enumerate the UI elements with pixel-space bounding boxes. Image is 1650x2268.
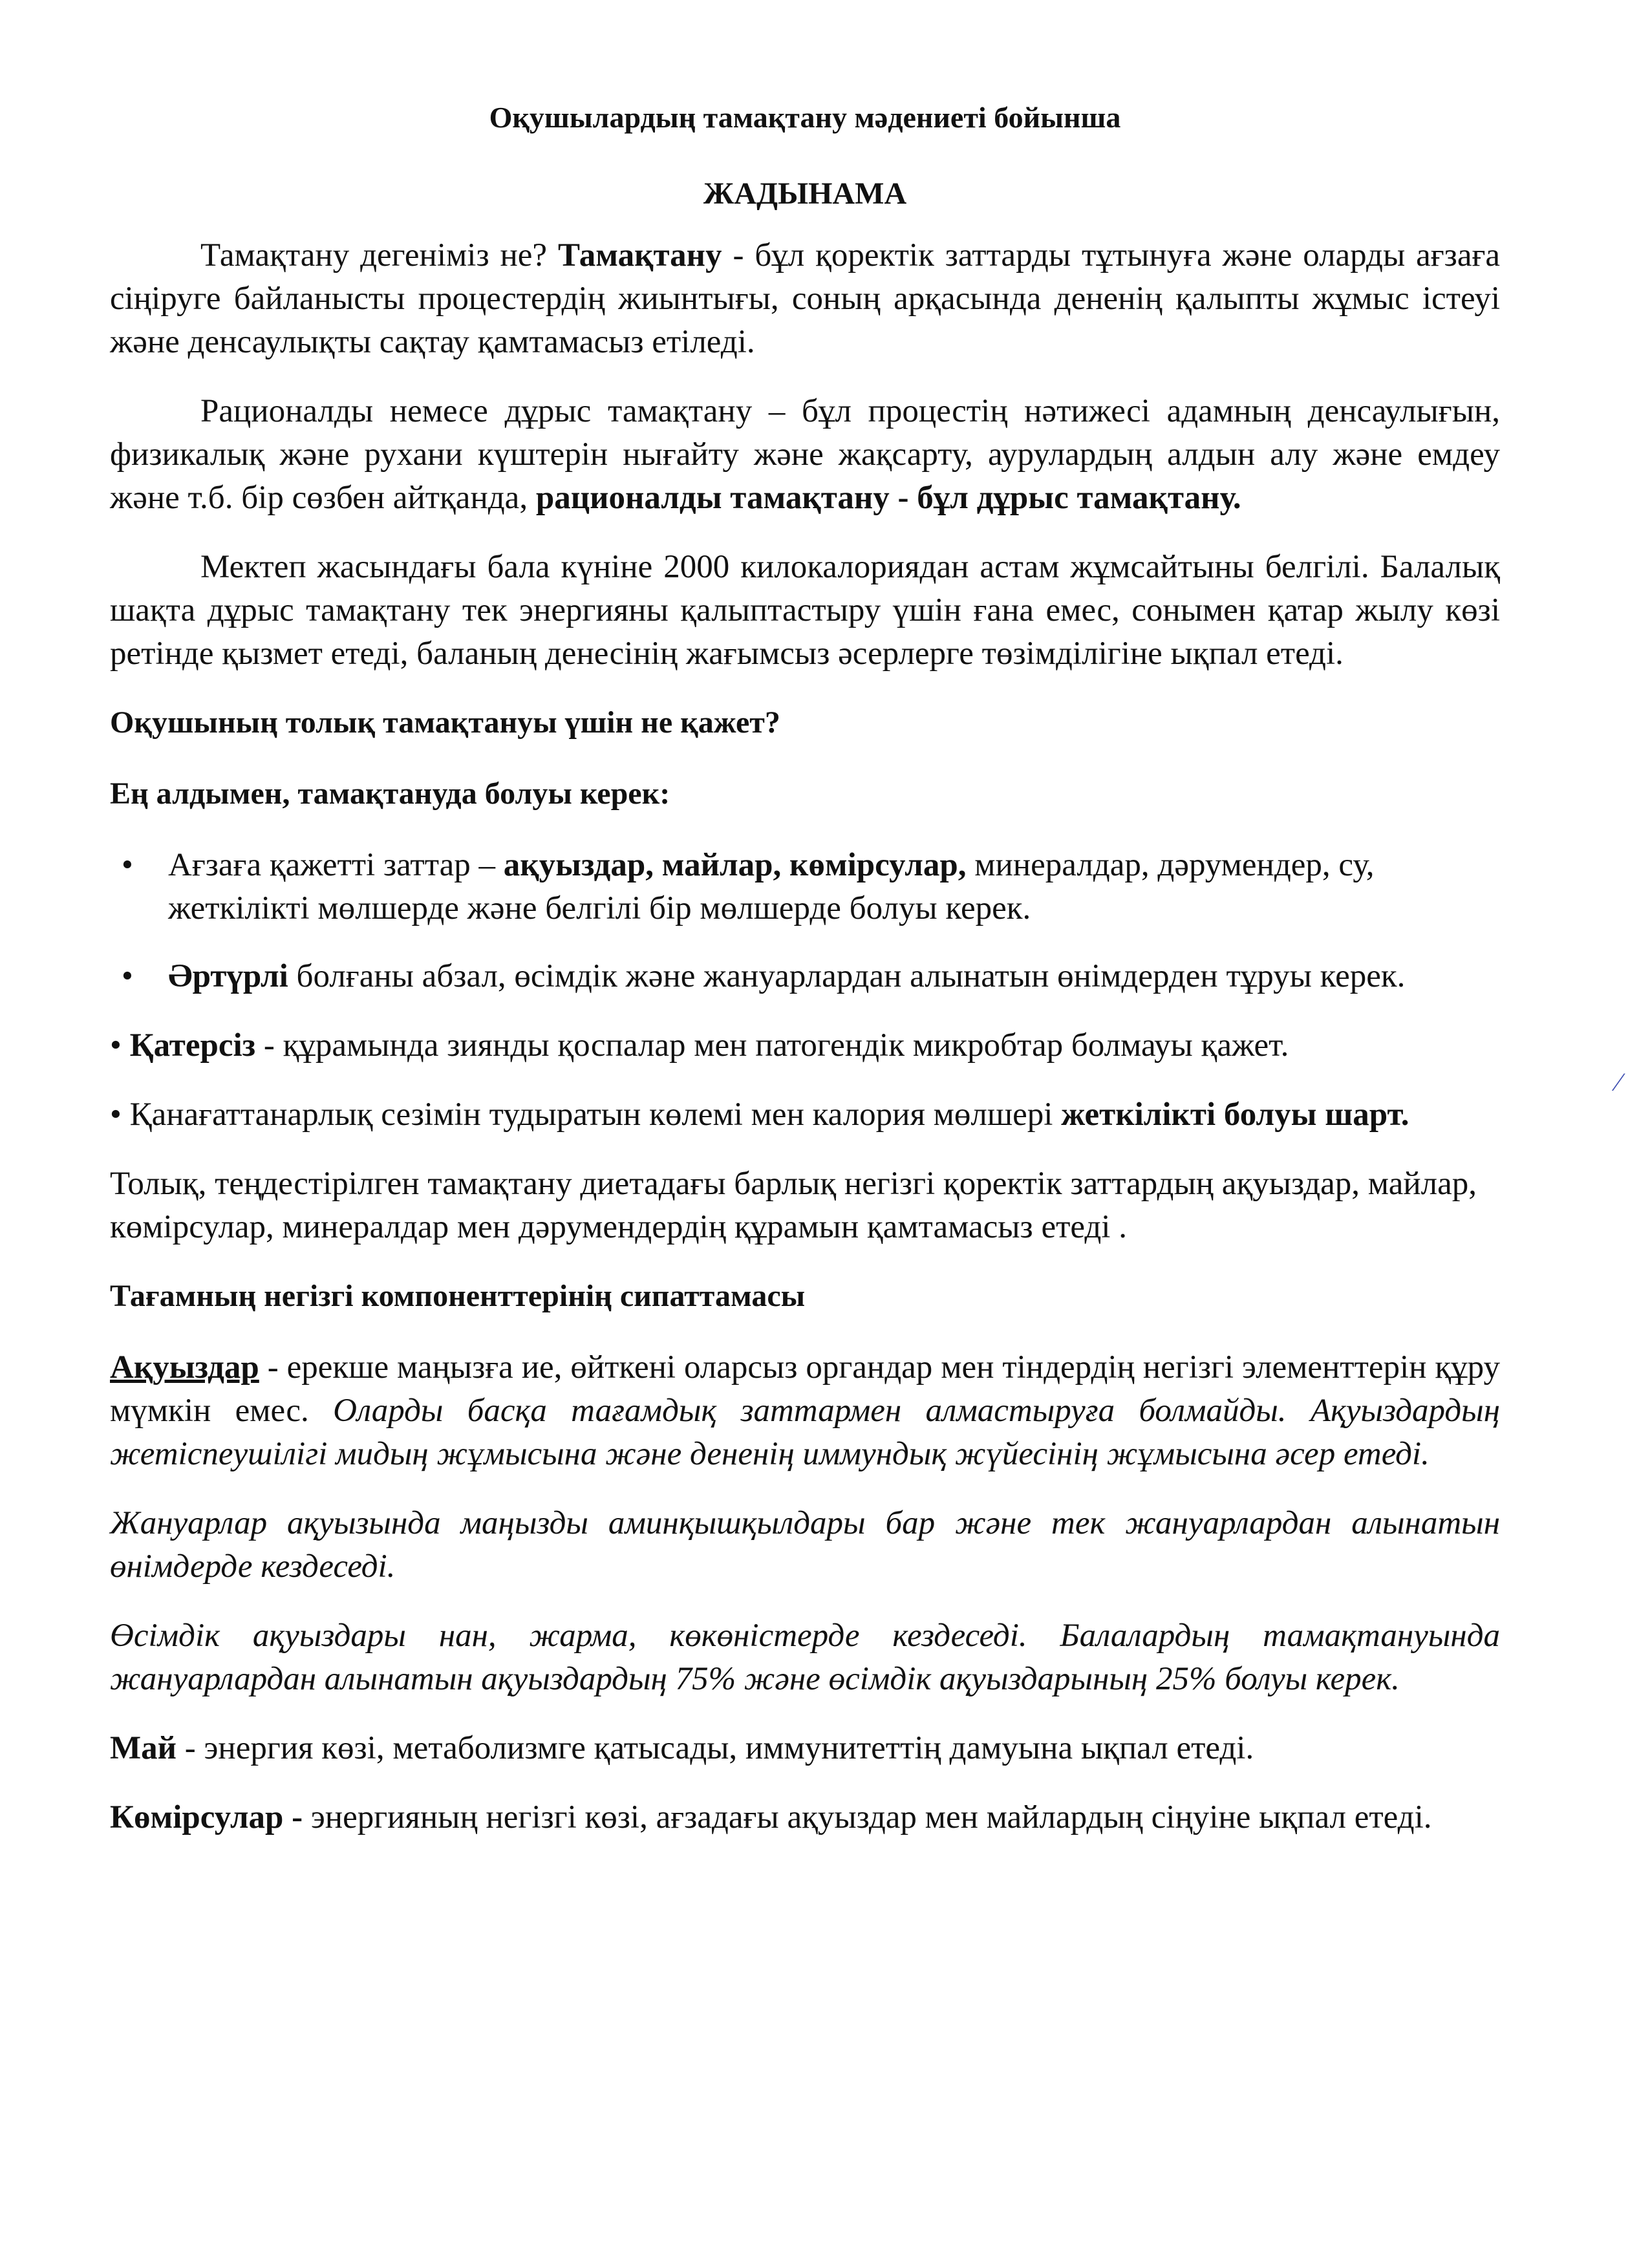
paragraph-animal-protein: Жануарлар ақуызында маңызды аминқышқылдары бар және тек жануарлардан алынатын өнімдерде кездеседі.	[110, 1505, 1500, 1585]
document-page	[110, 97, 1500, 1865]
term-proteins: Ақуыздар	[110, 1349, 259, 1385]
document-title: Оқушылардың тамақтану мәдениеті бойынша	[489, 101, 1121, 134]
list-item: • Әртүрлі болғаны абзал, өсімдік және жануарлардан алынатын өнімдерден тұруы керек.	[122, 958, 1406, 994]
paragraph-fat: Май - энергия көзі, метаболизмге қатысады, иммунитеттің дамуына ықпал етеді.	[110, 1730, 1254, 1766]
paragraph-proteins: Ақуыздар - ерекше маңызға ие, өйткені оларсыз органдар мен тіндердің негізгі элементтерін құру мүмкін емес. Оларды басқа тағамдық заттармен алмастыруға болмайды. Ақуыздардың жетіспеушілігі мидың жұмысына және дененің иммундық жүйесінің жұмысына әсер етеді.	[110, 1349, 1500, 1472]
line-harmless: • Қатерсіз - құрамында зиянды қоспалар мен патогендік микробтар болмауы қажет.	[110, 1027, 1289, 1064]
paragraph-plant-protein: Өсімдік ақуыздары нан, жарма, көкөністерде кездеседі. Балалардың тамақтануында жануарлардан алынатын ақуыздардың 75% және өсімдік ақуыздарының 25% болуы керек.	[110, 1618, 1500, 1697]
requirements-list	[110, 844, 1500, 998]
list-item: • Ағзаға қажетті заттар – ақуыздар, майлар, көмірсулар, минералдар, дәрумендер, су, жеткілікті мөлшерде және белгілі бір мөлшерде болуы керек.	[122, 847, 1375, 926]
paragraph-definition: Тамақтану дегеніміз не? Тамақтану - бұл қоректік заттарды тұтынуға және оларды ағзаға сіңіруге байланысты процестердің жиынтығы, соның арқасында дененің қалыпты жұмыс істеуі және денсаулықты сақтау қамтамасыз етіледі.	[110, 237, 1501, 360]
paragraph-rational-nutrition: Рационалды немесе дұрыс тамақтану – бұл процестің нәтижесі адамның денсаулығын, физикалық және рухани күштерін нығайту және жақсарту, аурулардың алдын алу және емдеу және т.б. бір сөзбен айтқанда, рационалды тамақтану - бұл дұрыс тамақтану.	[110, 393, 1500, 516]
paragraph-school-age: Мектеп жасындағы бала күніне 2000 килокалориядан астам жұмсайтыны белгілі. Балалық шақта дұрыс тамақтану тек энергияны қалыптастыру үшін ғана емес, сонымен қатар жылу көзі ретінде қызмет етеді, баланың денесінің жағымсыз әсерлерге төзімділігіне ықпал етеді.	[110, 549, 1500, 672]
pen-mark-icon: ⁄	[1616, 1067, 1621, 1097]
heading-food-components: Тағамның негізгі компоненттерінің сипаттамасы	[110, 1279, 806, 1313]
paragraph-balanced-diet: Толық, теңдестірілген тамақтану диетадағы барлық негізгі қоректік заттардың ақуыздар, майлар, көмірсулар, минералдар мен дәрумендердің құрамын қамтамасыз етеді .	[110, 1166, 1477, 1245]
paragraph-carbohydrates: Көмірсулар - энергияның негізгі көзі, ағзадағы ақуыздар мен майлардың сіңуіне ықпал етеді.	[110, 1799, 1432, 1835]
heading-what-is-needed: Оқушының толық тамақтануы үшін не қажет?	[110, 705, 780, 740]
heading-first-of-all: Ең алдымен, тамақтануда болуы керек:	[110, 776, 670, 811]
document-subtitle: ЖАДЫНАМА	[703, 177, 907, 211]
line-satiety: • Қанағаттанарлық сезімін тудыратын көлемі мен калория мөлшері жеткілікті болуы шарт.	[110, 1097, 1409, 1133]
